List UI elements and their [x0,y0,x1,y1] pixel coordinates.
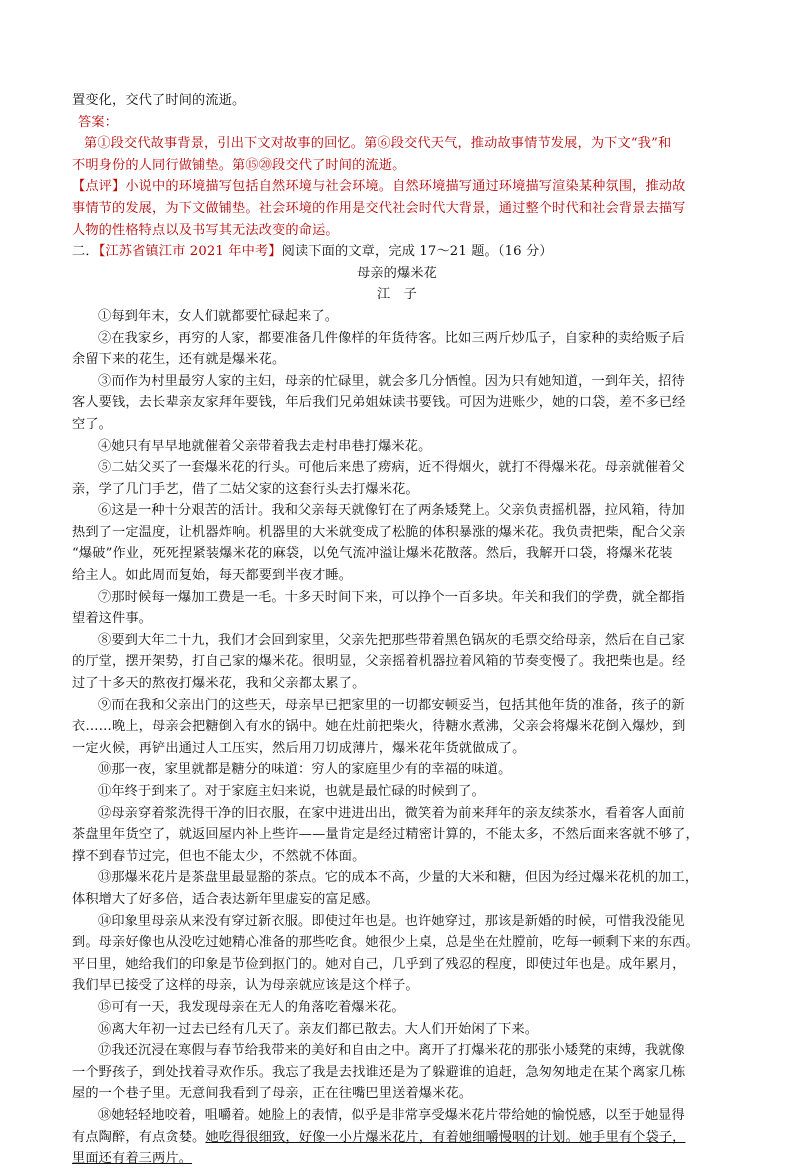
article-line: 空了。 [72,416,113,432]
comment-text: 事情节的发展，为下文做铺垫。社会环境的作用是交代社会时代大背景，通过整个时代和社会背景去描写 [72,200,686,216]
article-author: 江 子 [376,287,417,303]
underlined-text: 里面还有着三两片。 [72,1151,193,1167]
article-line: 望着这件事。 [72,611,153,627]
article-line: 热到了一定温度，让机器炸响。机器里的大米就变成了松脆的体积暴涨的爆米花。我负责把柴，配合父亲 [72,524,686,540]
answer-text: 不明身份的人同行做铺垫。第⑮⑳段交代了时间的流逝。 [72,157,406,173]
article-line: ⑦那时候每一爆加工费是一毛。十多天时间下来，可以挣个一百多块。年关和我们的学费，就全都指 [98,589,685,605]
article-line: ⑪年终于到来了。对于家庭主妇来说，也就是最忙碌的时候到了。 [98,784,485,799]
article-line: 衣……晚上，母亲会把糖倒入有水的锅中。她在灶前把柴火，待糖水煮沸，父亲会将爆米花倒入爆炒，到 [72,719,686,735]
article-line: ⑥这是一种十分艰苦的活计。我和父亲每天就像钉在了两条矮凳上。父亲负责摇机器，拉风箱，待加 [98,503,685,519]
article-line: 一定火候，再铲出通过人工压实，然后用刀切成薄片，爆米花年货就做成了。 [72,740,526,756]
article-line: 体积增大了好多倍，适合表达新年里虚妄的富足感。 [72,891,379,907]
article-line: ⑰我还沉浸在寒假与春节给我带来的美好和自由之中。离开了打爆米花的那张小矮凳的束缚，我就像 [98,1043,685,1059]
article-line [72,1127,722,1149]
article-line: ⑧要到大年二十九，我们才会回到家里，父亲先把那些带着黑色锅灰的毛票交给母亲，然后在自己家 [98,632,685,648]
article-line: ⑱她轻轻地咬着，咀嚼着。她脸上的表情，似乎是非常享受爆米花片带给她的愉悦感，以至于她显得 [98,1107,685,1123]
document-page [72,90,722,1170]
article-line: 客人要钱，去长辈亲友家拜年要钱，年后我们兄弟姐妹读书要钱。可因为进账少，她的口袋，差不多已经 [72,395,686,411]
article-line: ②在我家乡，再穷的人家，都要准备几件像样的年货待客。比如三两斤炒瓜子，自家种的卖给贩子后 [98,330,685,346]
article-line: ⑮可有一天，我发现母亲在无人的角落吃着爆米花。 [98,999,405,1015]
article-line: 平日里，她给我们的印象是节俭到抠门的。她对自己，几乎到了残忍的程度，即使过年也是。成年累月， [72,956,686,972]
article-line: ③而作为村里最穷人家的主妇，母亲的忙碌里，就会多几分恓惶。因为只有她知道，一到年关，招待 [98,373,685,389]
article-line: 亲，学了几门手艺，借了二姑父家的这套行头去打爆米花。 [72,481,419,497]
article-line: 余留下来的花生，还有就是爆米花。 [72,352,286,368]
article-line: ①每到年末，女人们就都要忙碌起来了。 [98,308,339,324]
answer-text: 第①段交代故事背景，引出下文对故事的回忆。第⑥段交代天气，推动故事情节发展，为下文“我”和 [84,136,672,152]
question-number: 二． [72,244,99,260]
article-line: ⑩那一夜，家里就都是糖分的味道：穷人的家庭里少有的幸福的味道。 [98,762,512,778]
article-line: ⑤二姑父买了一套爆米花的行头。可他后来患了痨病，近不得烟火，就打不得爆米花。母亲就催着父 [98,460,685,476]
intro-line: 置变化，交代了时间的流逝。 [72,93,246,108]
question-heading [72,241,722,263]
article-title: 母亲的爆米花 [356,265,438,281]
question-source: 【江苏省镇江市 2021 年中考】 [98,244,282,260]
article-line: 一个野孩子，到处找着寻欢作乐。我忘了我是去找谁还是为了躲避谁的追赶，急匆匆地走在某个离家几栋 [72,1064,686,1080]
underlined-text: 她吃得很细致，好像一小片爆米花片，有着她细嚼慢咽的计划。她手里有个袋子， [205,1129,686,1145]
article-line: 屋的一个巷子里。无意间我看到了母亲，正在往嘴巴里送着爆米花。 [72,1086,473,1102]
article-line [72,1148,722,1170]
comment-text: 人物的性格特点以及书写其无法改变的命运。 [72,222,339,238]
article-line: 过了十多天的熬夜打爆米花，我和父亲都太累了。 [72,676,366,692]
article-line: ④她只有早早地就催着父亲带着我去走村串巷打爆米花。 [98,438,432,454]
article-line: ⑫母亲穿着浆洗得干净的旧衣服，在家中进进出出，微笑着为前来拜年的亲友续茶水，看着客人面前 [98,805,685,821]
article-line: 茶盘里年货空了，就返回屋内补上些许——量肯定是经过精密计算的，不能太多，不然后面来客就不够了， [72,827,699,843]
article-line: ⑨而在我和父亲出门的这些天，母亲早已把家里的一切都安顿妥当，包括其他年货的准备，孩子的新 [98,697,685,713]
article-line: 的厅堂，摆开架势，打自己家的爆米花。很明显，父亲摇着机器拉着风箱的节奏变慢了。我把柴也是。经 [72,654,686,670]
article-line: ⑭印象里母亲从来没有穿过新衣服。即使过年也是。也许她穿过，那该是新婚的时候，可惜我没能见 [98,913,685,929]
article-body [72,306,722,1105]
question-instruction: 阅读下面的文章，完成 17～21 题。（16 分） [281,244,553,260]
article-line: ⑬那爆米花片是茶盘里最显豁的茶点。它的成本不高，少量的大米和糖，但因为经过爆米花机的加工， [98,870,699,886]
article-line: ⑯离大年初一过去已经有几天了。亲友们都已散去。大人们开始闲了下来。 [98,1021,539,1037]
article-line: 撑不到春节过完，但也不能太少，不然就不体面。 [72,848,366,864]
article-line: “爆破”作业，死死捏紧装爆米花的麻袋，以免气流冲溢让爆米花散落。然后，我解开口袋，将爆米花装 [72,546,673,562]
comment-text: 【点评】小说中的环境描写包括自然环境与社会环境。自然环境描写通过环境描写渲染某种氛围，推动故 [72,179,686,195]
answer-label: 答案： [78,114,119,130]
article-line: 给主人。如此周而复始，每天都要到半夜才睡。 [72,568,353,584]
article-line: 我们早已接受了这样的母亲，认为母亲就应该是这个样子。 [72,978,419,994]
article-text: 有点陶醉，有点贪婪。 [72,1129,206,1145]
article-line: 到。母亲好像也从没吃过她精心准备的那些吃食。她很少上桌，总是坐在灶膛前，吃每一顿剩下来的东西。 [72,935,699,951]
